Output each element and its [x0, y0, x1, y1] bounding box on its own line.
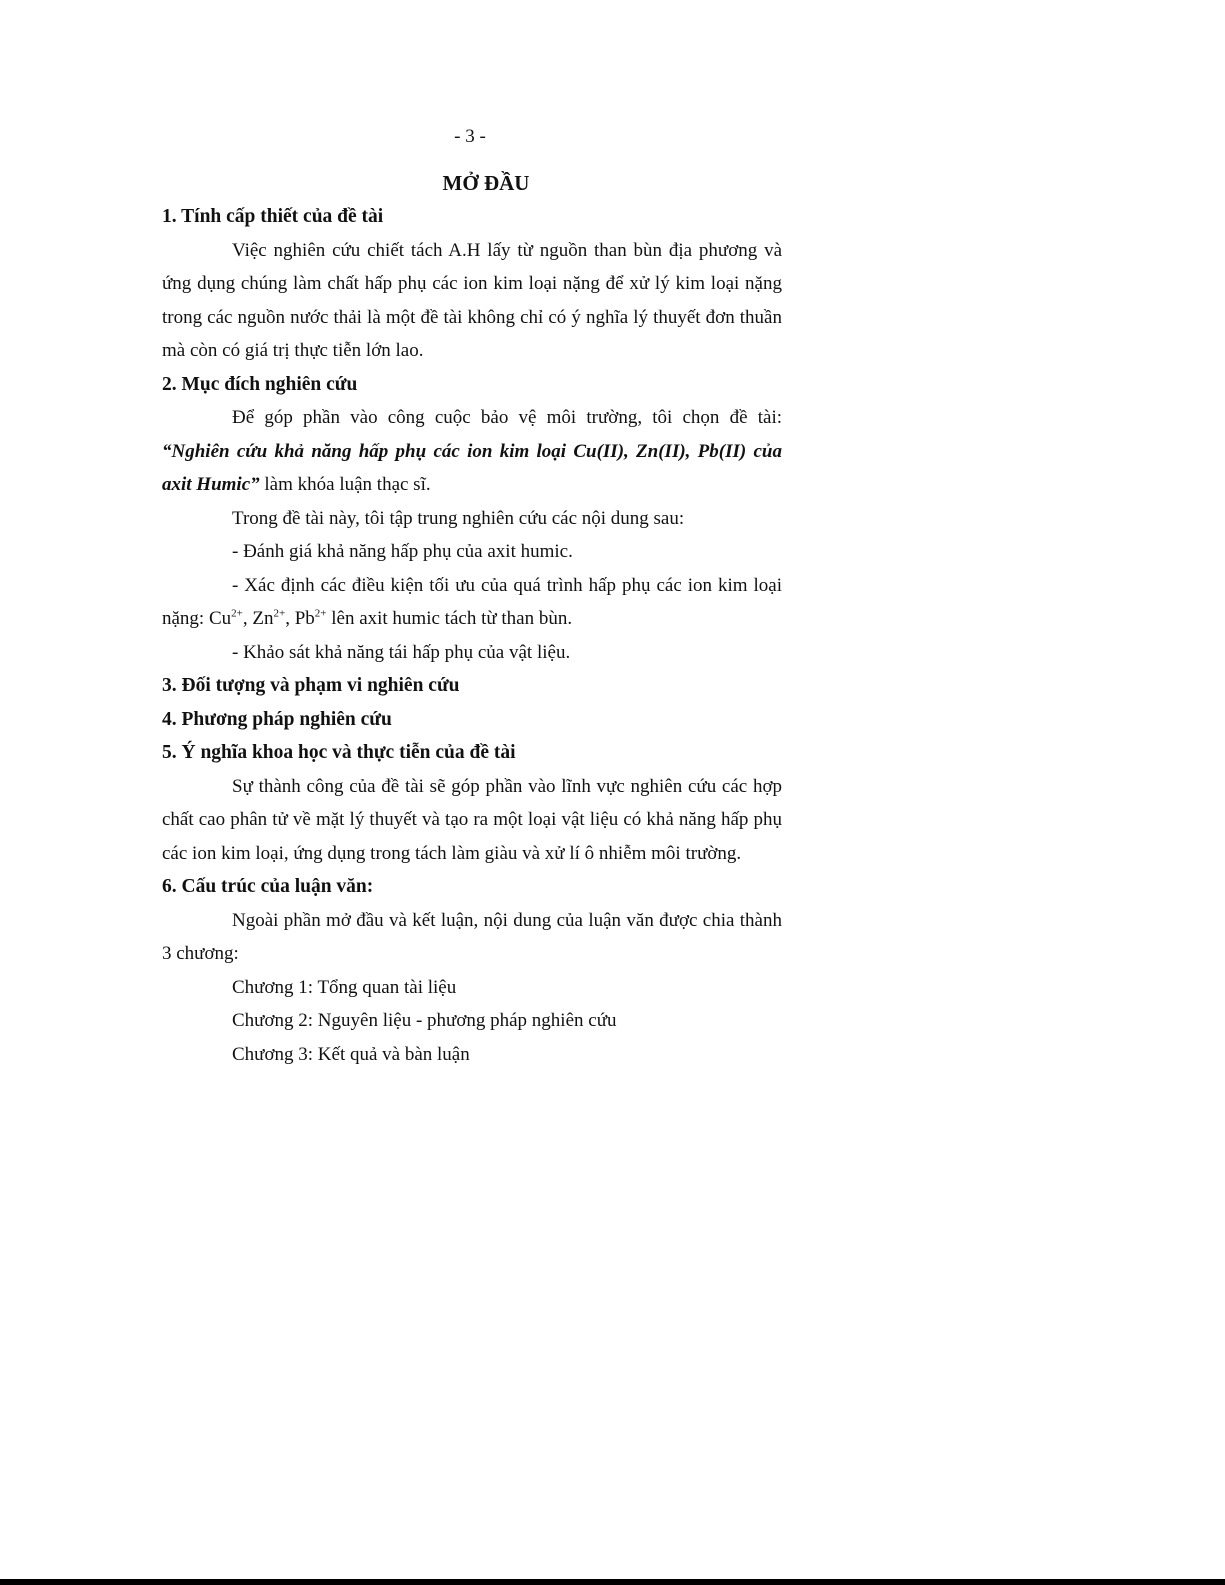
- section-1-paragraph: Việc nghiên cứu chiết tách A.H lấy từ nguồn than bùn địa phương và ứng dụng chúng làm chất hấp phụ các ion kim loại nặng để xử lý kim loại nặng trong các nguồn nước thải là một đề tài không chỉ có ý nghĩa lý thuyết đơn thuần mà còn có giá trị thực tiễn lớn lao.: [162, 239, 782, 361]
- section-2-text-before: Để góp phần vào công cuộc bảo vệ môi trường, tôi chọn đề tài:: [232, 407, 782, 428]
- item-2-text-c: , Pb: [285, 608, 315, 629]
- chapter-1-line: Chương 1: Tổng quan tài liệu: [232, 976, 457, 998]
- section-2-heading: 2. Mục đích nghiên cứu: [162, 373, 358, 395]
- section-5-heading: 5. Ý nghĩa khoa học và thực tiễn của đề tài: [162, 742, 516, 763]
- cu-charge: 2+: [231, 607, 243, 620]
- section-2-item-2: [162, 569, 782, 636]
- section-2-item-1: - Đánh giá khả năng hấp phụ của axit humic.: [232, 541, 573, 562]
- document-title: MỞ ĐẦU: [442, 171, 530, 195]
- page-number: - 3 -: [454, 126, 486, 147]
- section-2-intro-line: Trong đề tài này, tôi tập trung nghiên cứu các nội dung sau:: [232, 507, 685, 529]
- bottom-border-line: [0, 1579, 1225, 1585]
- chapter-2-line: Chương 2: Nguyên liệu - phương pháp nghiên cứu: [232, 1010, 617, 1031]
- section-5-paragraph: Sự thành công của đề tài sẽ góp phần vào lĩnh vực nghiên cứu các hợp chất cao phân tử về mặt lý thuyết và tạo ra một loại vật liệu có khả năng hấp phụ các ion kim loại, ứng dụng trong tách làm giàu và xử lí ô nhiễm môi trường.: [162, 775, 782, 864]
- section-6-paragraph: Ngoài phần mở đầu và kết luận, nội dung của luận văn được chia thành 3 chương:: [162, 909, 782, 964]
- item-2-text-b: , Zn: [242, 608, 274, 629]
- section-2-item-3: - Khảo sát khả năng tái hấp phụ của vật liệu.: [232, 641, 571, 663]
- item-2-text-d: lên axit humic tách từ than bùn.: [326, 608, 573, 629]
- section-3-heading: 3. Đối tượng và phạm vi nghiên cứu: [162, 675, 460, 696]
- document-body: [162, 166, 782, 1071]
- section-2-paragraph: [162, 401, 782, 502]
- chapter-3-line: Chương 3: Kết quả và bàn luận: [232, 1043, 470, 1065]
- pb-charge: 2+: [314, 607, 327, 620]
- thesis-topic-title: “Nghiên cứu khả năng hấp phụ các ion kim loại Cu(II), Zn(II), Pb(II) của axit Humic”: [162, 440, 782, 495]
- item-2-text-a: - Xác định các điều kiện tối ưu của quá trình hấp phụ các ion kim loại nặng: Cu: [162, 574, 782, 629]
- section-2-text-after: làm khóa luận thạc sĩ.: [259, 474, 431, 495]
- section-4-heading: 4. Phương pháp nghiên cứu: [162, 708, 392, 730]
- zn-charge: 2+: [273, 607, 286, 620]
- section-6-heading: 6. Cấu trúc của luận văn:: [162, 876, 374, 897]
- section-1-heading: 1. Tính cấp thiết của đề tài: [162, 206, 384, 227]
